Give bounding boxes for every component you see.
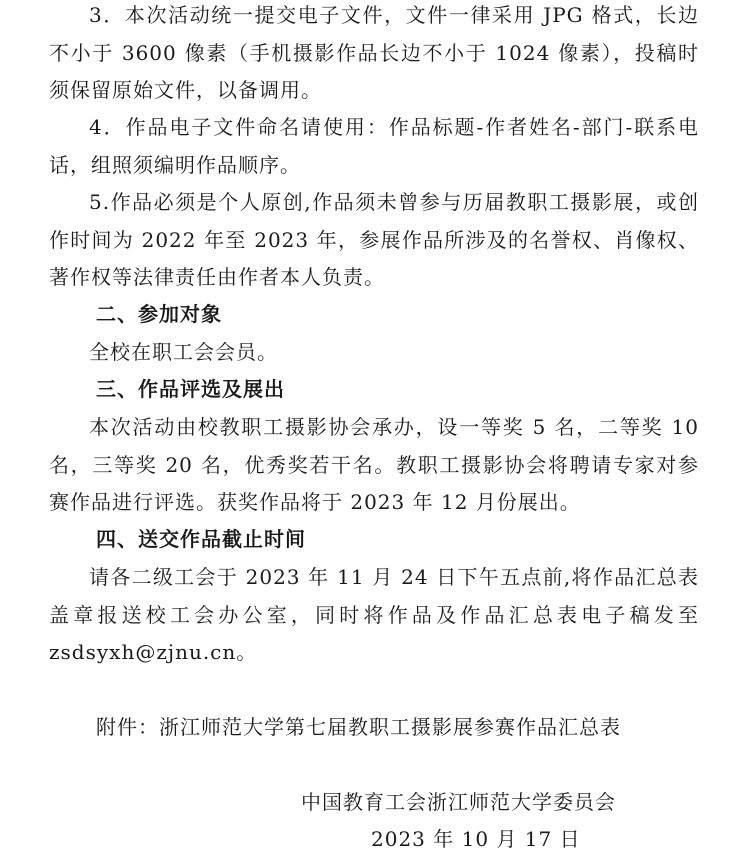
attachment-line: 附件：浙江师范大学第七届教职工摄影展参赛作品汇总表 (96, 715, 621, 739)
issue-date: 2023 年 10 月 17 日 (371, 827, 581, 851)
section-3-body: 本次活动由校教职工摄影协会承办，设一等奖 5 名，二等奖 10 名，三等奖 20 名，优秀奖若干名。教职工摄影协会将聘请专家对参赛作品进行评选。获奖作品将于 2023 年 12 月份展出。 (49, 415, 699, 514)
item-4-paragraph: 4．作品电子文件命名请使用：作品标题-作者姓名-部门-联系电话，组照须编明作品顺序。 (49, 115, 699, 177)
section-2-body: 全校在职工会会员。 (89, 340, 278, 364)
issuer-name: 中国教育工会浙江师范大学委员会 (301, 790, 616, 814)
section-4-body: 请各二级工会于 2023 年 11 月 24 日下午五点前,将作品汇总表盖章报送校工会办公室，同时将作品及作品汇总表电子稿发至 zsdsyxh@zjnu.cn。 (49, 565, 699, 664)
item-5-paragraph: 5.作品必须是个人原创,作品须未曾参与历届教职工摄影展，或创作时间为 2022 年至 2023 年，参展作品所涉及的名誉权、肖像权、著作权等法律责任由作者本人负责。 (49, 190, 699, 289)
section-2-heading: 二、参加对象 (96, 302, 222, 326)
item-3-paragraph: 3．本次活动统一提交电子文件，文件一律采用 JPG 格式，长边不小于 3600 像素（手机摄影作品长边不小于 1024 像素），投稿时须保留原始文件，以备调用。 (49, 3, 699, 102)
section-3-heading: 三、作品评选及展出 (96, 377, 285, 401)
section-4-heading: 四、送交作品截止时间 (96, 527, 306, 551)
